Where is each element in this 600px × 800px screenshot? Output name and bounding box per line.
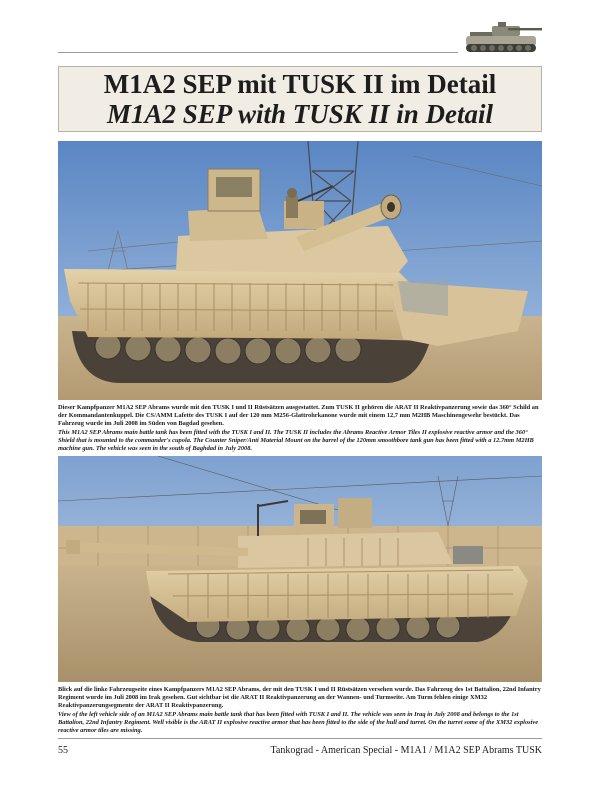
photo-caption-1 — [58, 404, 542, 453]
page-title-english: M1A2 SEP with TUSK II in Detail — [106, 99, 494, 129]
caption-english: View of the left vehicle side of an M1A2 SEP Abrams main battle tank that has been fitted with TUSK I and II. The vehicle was seen in Iraq in July 2008 and belongs to the 1st Battalion, 22nd Infantry Regiment. Well visible is the ARAT II explosive reactive armor that has been fitted to the side of the hull and turret. On the turret some of the XM32 explosive reactive armor tiles are missing. — [58, 710, 539, 735]
header-rule — [58, 52, 458, 53]
page-number: 55 — [58, 745, 68, 756]
caption-english: This M1A2 SEP Abrams main battle tank has been fitted with the TUSK I and II. The TUSK II includes the Abrams Reactive Armor Tiles II explosive reactive armor and the 360° Shield that is mounted to the commander's cupola. The Counter Sniper/Anti Material Mount on the barrel of the 120mm smoothbore tank gun has been fitted with a 12.7mm M2HB machine gun. The vehicle was seen in the south of Baghdad in July 2008. — [58, 428, 534, 453]
title-box — [58, 66, 542, 132]
caption-german: Blick auf die linke Fahrzeugseite eines Kampfpanzers M1A2 SEP Abrams, der mit den TUSK I und II Rüstsätzen versehen wurde. Das Fahrzeug des 1st Battalion, 22nd Infantry Regiment wurde im Juli 2008 im Irak gesehen. Gut sichtbar ist die ARAT II Reaktivpanzerung an der Wannen- und Turmseite. Am Turm fehlen einige XM32 Reaktivpanzerungsegmente der ARAT II Reaktivpanzerung. — [58, 686, 541, 710]
page-title-german: M1A2 SEP mit TUSK II im Detail — [103, 69, 497, 99]
running-footer: Tankograd - American Special - M1A1 / M1A2 SEP Abrams TUSK — [270, 745, 542, 756]
footer-rule — [58, 738, 542, 739]
tank-silhouette-icon — [462, 14, 544, 58]
photo-tank-front — [58, 141, 542, 400]
caption-german: Dieser Kampfpanzer M1A2 SEP Abrams wurde mit den TUSK I und II Rüstsätzen ausgestattet. Zum TUSK II gehören die ARAT II Reaktivpanzerung sowie das 360° Schild an der Kommandantenkuppel. Die CS/AMM Lafette des TUSK I auf der 120 mm M256-Glattrohrkanone wurde mit einem 12,7 mm M2HB Maschinengewehr bestückt. Das Fahrzeug wurde im Juli 2008 im Süden von Bagdad gesehen. — [58, 404, 539, 428]
photo-caption-2 — [58, 686, 542, 735]
photo-tank-left-side — [58, 456, 542, 682]
